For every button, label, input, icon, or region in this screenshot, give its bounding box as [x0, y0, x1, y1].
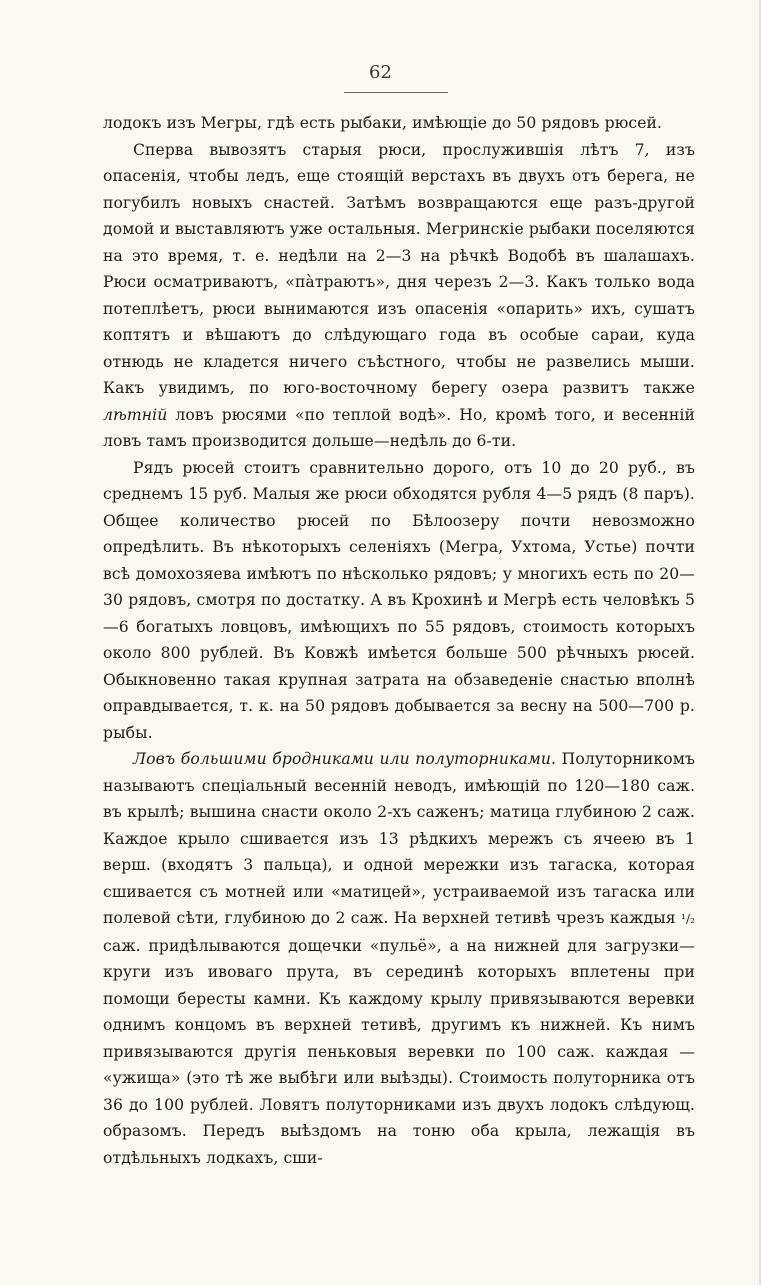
fraction: ¹/₂ — [681, 912, 695, 926]
section-heading-italic: Ловъ большими бродниками или полуторниками. — [133, 750, 557, 768]
paragraph-text: Рядъ рюсей стоитъ сравнительно дорого, отъ 10 до 20 руб., въ среднемъ 15 руб. Малыя же рюси обходятся рубля 4—5 рядъ (8 паръ). Общее количество рюсей по Бѣлоозеру почти невозможно опредѣлить. Въ нѣкоторыхъ селеніяхъ (Мегра, Ухтома, Устье) почти всѣ домохозяева имѣютъ по нѣсколько рядовъ; у многихъ есть по 20—30 рядовъ, смотря по достатку. А въ Крохинѣ и Мегрѣ есть человѣкъ 5—6 богатыхъ ловцовъ, имѣющихъ по 55 рядовъ, стоимость которыхъ около 800 рублей. Въ Ковжѣ имѣется больше 500 рѣчныхъ рюсей. Обыкновенно такая крупная затрата на обзаведеніе снастью вполнѣ оправдывается, т. к. на 50 рядовъ добывается за весну на 500—700 р. рыбы. — [103, 458, 695, 742]
paragraph — [103, 110, 695, 137]
paragraph — [103, 455, 695, 747]
paragraph-text: лодокъ изъ Мегры, гдѣ есть рыбаки, имѣющіе до 50 рядовъ рюсей. — [103, 114, 663, 132]
body-text — [103, 110, 695, 1171]
paragraph-text: саж. придѣлываются дощечки «пульё», а на нижней для загрузки—круги изъ ивоваго прута, въ серединѣ которыхъ вплетены при помощи бересты камни. Къ каждому крылу привязываются веревки однимъ концомъ въ верхней тетивѣ, другимъ къ нижней. Къ нимъ привязываются другія пеньковыя веревки по 100 саж. каждая — «ужища» (это тѣ же выбѣги или выѣзды). Стоимость полуторника отъ 36 до 100 рублей. Ловятъ полуторниками изъ двухъ лодокъ слѣдующ. образомъ. Передъ выѣздомъ на тоню оба крыла, лежащія въ отдѣльныхъ лодкахъ, сши- — [103, 936, 695, 1167]
paragraph-text: ловъ рюсями «по теплой водѣ». Но, кромѣ того, и весенній ловъ тамъ производится дольше—недѣль до 6-ти. — [103, 405, 695, 450]
page-number: 62 — [369, 62, 392, 83]
italic-term: лѣтній — [103, 405, 168, 424]
paragraph-text: Сперва вывозятъ старыя рюси, прослужившія лѣтъ 7, изъ опасенія, чтобы ледъ, еще стоящій верстахъ въ двухъ отъ берега, не погубилъ новыхъ снастей. Затѣмъ возвращаются еще разъ-другой домой и выставляютъ уже остальныя. Мегринскіе рыбаки поселяются на это время, т. е. недѣли на 2—3 на рѣчкѣ Водобѣ въ шалашахъ. Рюси осматриваютъ, «пàтраютъ», дня черезъ 2—3. Какъ только вода потеплѣетъ, рюси вынимаются изъ опасенія «опарить» ихъ, сушатъ коптятъ и вѣшаютъ до слѣдующаго года въ особые сараи, куда отнюдь не кладется ничего съѣстного, чтобы не развелись мыши. Какъ увидимъ, по юго-восточному берегу озера развитъ также — [103, 140, 695, 397]
paragraph — [103, 137, 695, 455]
paragraph — [103, 746, 695, 1171]
header-rule — [344, 92, 448, 93]
paragraph-text: Полуторникомъ называютъ спеціальный весенній неводъ, имѣющій по 120—180 саж. въ крылѣ; вышина снасти около 2-хъ саженъ; матица глубиною 2 саж. Каждое крыло сшивается изъ 13 рѣдкихъ мережъ съ ячеею въ 1 верш. (входятъ 3 пальца), и одной мережки изъ тагаска, которая сшивается съ мотней или «матицей», устраиваемой изъ тагаска или полевой сѣти, глубиною до 2 саж. На верхней тетивѣ чрезъ каждыя — [103, 750, 695, 927]
